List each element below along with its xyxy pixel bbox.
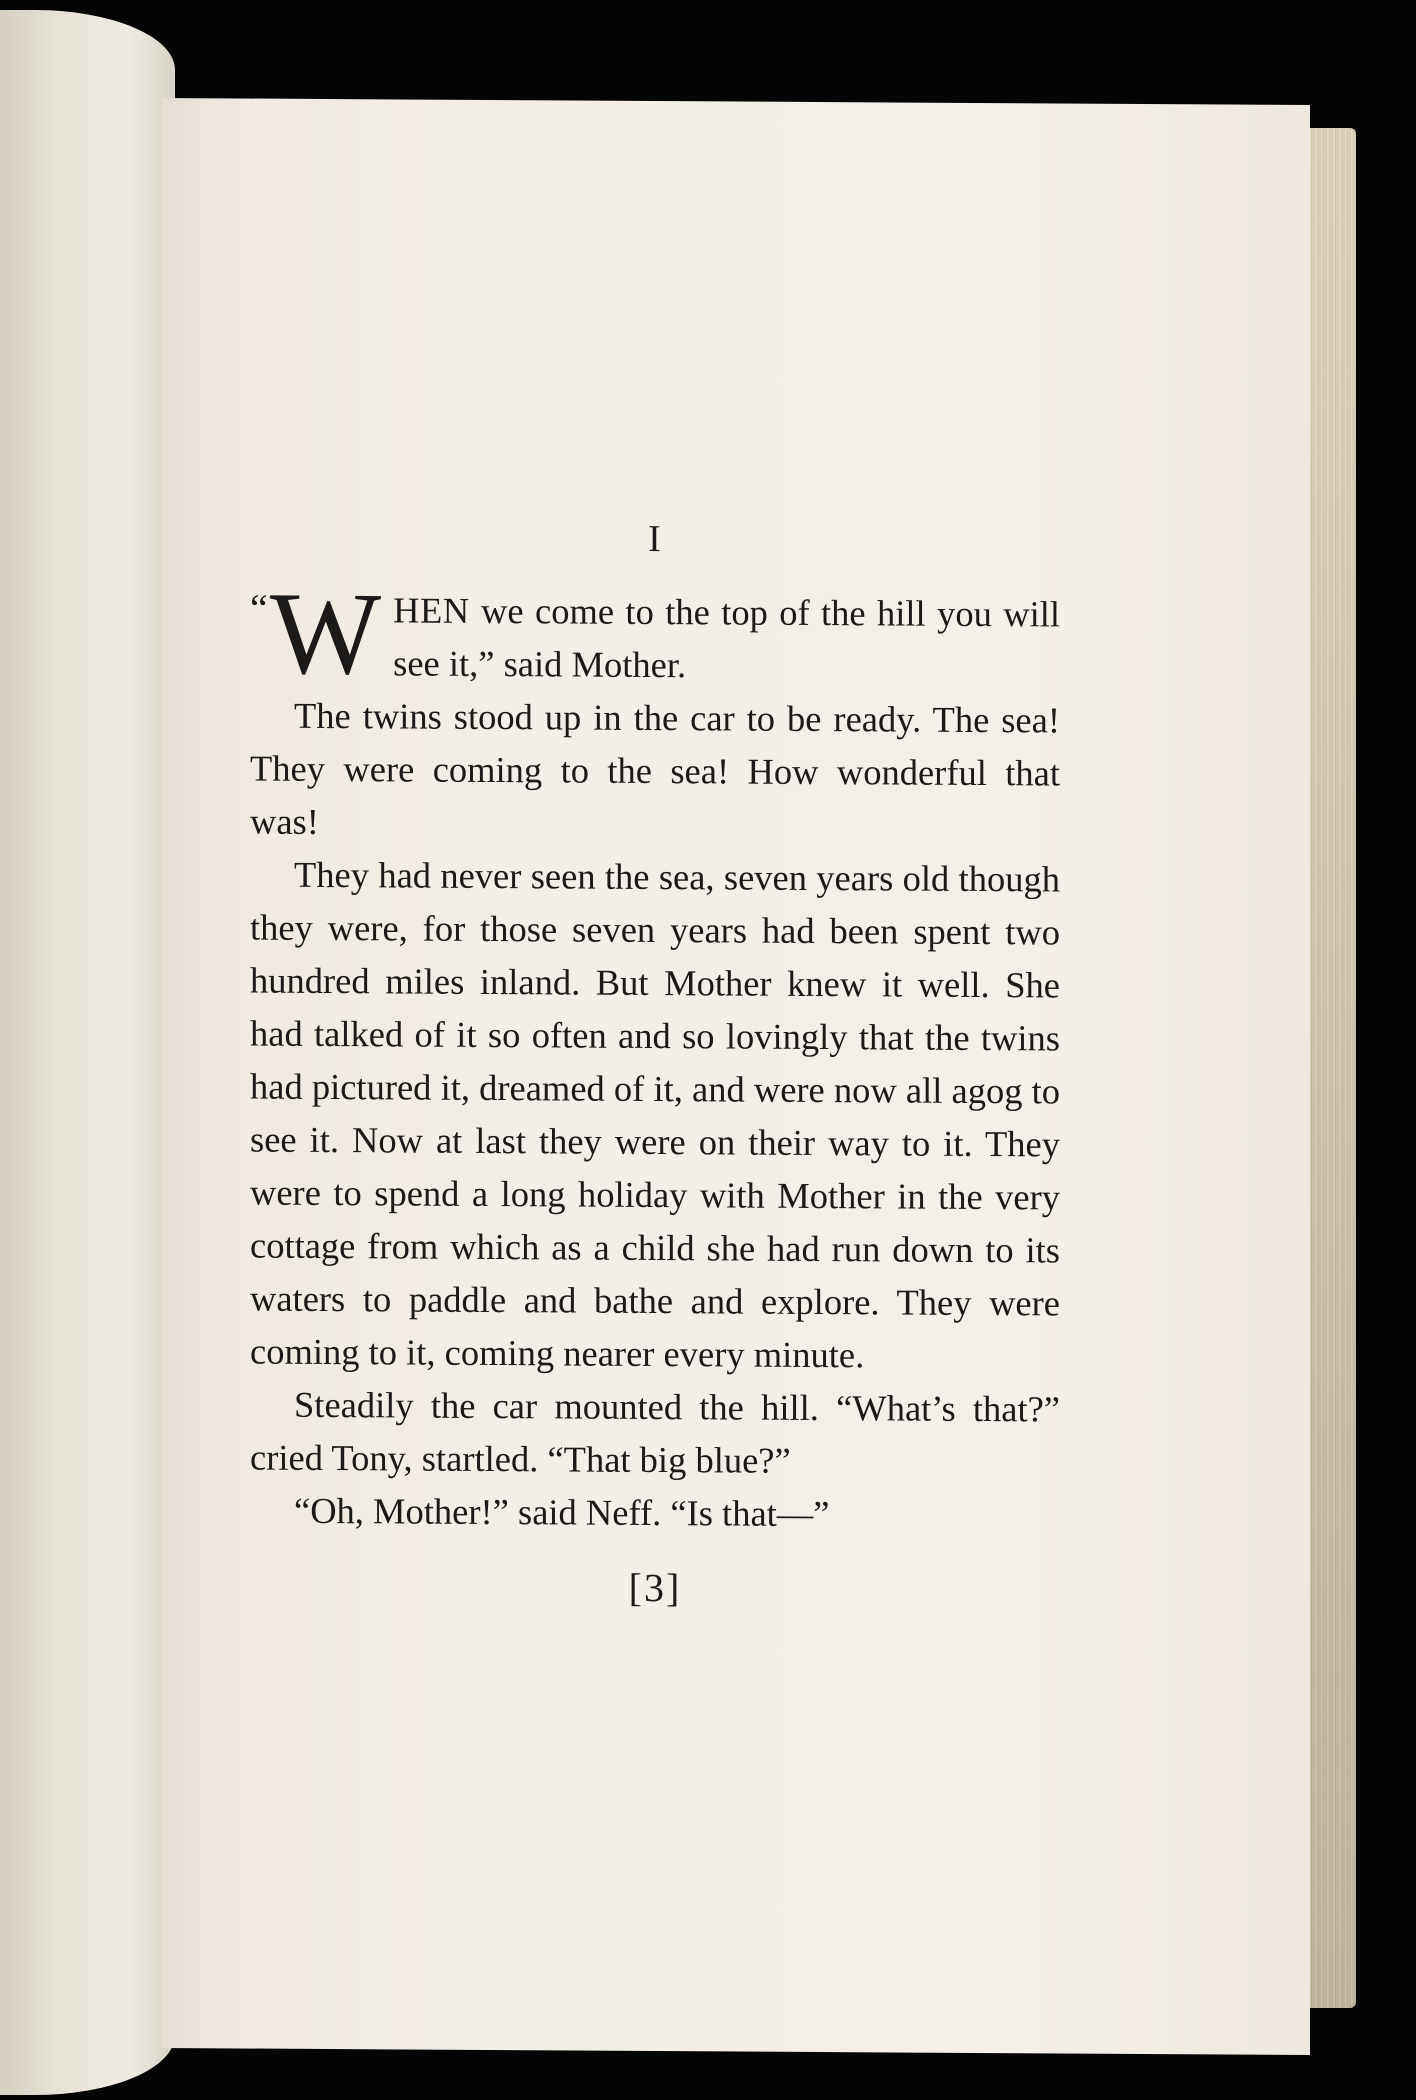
opening-quote: “	[250, 585, 268, 631]
drop-cap: W	[269, 567, 382, 700]
right-page	[162, 98, 1310, 2055]
chapter-number: I	[648, 517, 662, 561]
first-word-rest: HEN	[393, 589, 470, 631]
page-text-block	[250, 511, 1060, 1617]
paragraph-3: They had never seen the sea, seven years old though they were, for those seven years had been spent two hundred miles inland. But Mother knew it well. She had talked of it so often and so lovingly that the twins had pictured it, dreamed of it, and were now all agog to see it. Now at last they were on their way to it. They were to spend a long holiday with Mother in the very cottage from which as a child she had run down to its waters to paddle and bathe and explore. They were coming to it, coming nearer every minute.	[250, 853, 1060, 1376]
paragraph-2: The twins stood up in the car to be ready. The sea! They were coming to the sea! How wonderful that was!	[250, 694, 1060, 842]
page-number: [3]	[628, 1564, 682, 1611]
left-page	[0, 10, 175, 2095]
paragraph-5: “Oh, Mother!” said Neff. “Is that—”	[294, 1489, 830, 1535]
paragraph-1-rest: we come to the top of the hill you will see it,” said Mother.	[393, 589, 1060, 686]
paragraph-1	[250, 567, 1060, 700]
paragraph-4: Steadily the car mounted the hill. “What’s that?” cried Tony, startled. “That big blue?”	[250, 1383, 1060, 1481]
